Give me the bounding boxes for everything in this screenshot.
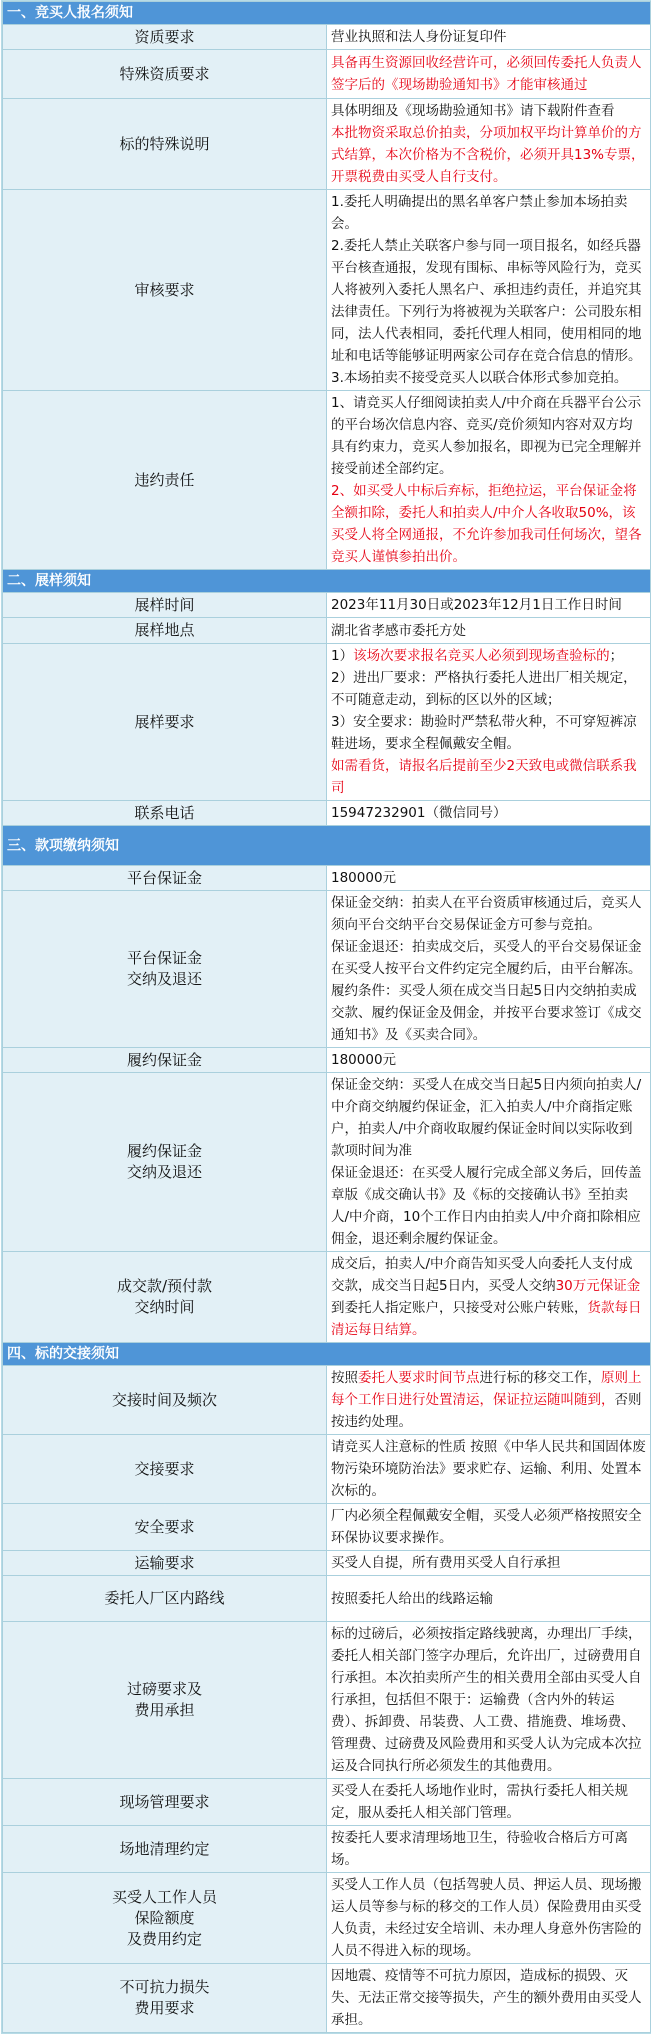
row-line: 1、请竞买人仔细阅读拍卖人/中介商在兵器平台公示的平台场次信息内容、竞买/竞价须知内容对双方均具有约束力，竞买人参加报名，即视为已完全理解并接受前述全部约定。 xyxy=(331,395,642,477)
row-label-line: 履约保证金 xyxy=(126,1142,202,1160)
row-text-highlight: 委托人要求时间节点 xyxy=(358,1370,480,1386)
row-label-line: 费用要求 xyxy=(134,1999,195,2017)
row-line: 2.委托人禁止关联客户参与同一项目报名，如经兵器平台核查通报，发现有围标、串标等风险行为，竞买人将被列入委托人黑名户、承担违约责任，并追究其法律责任。下列行为将被视为关联客户：公司股东相同，法人代表相同，委托代理人相同，使用相同的地址和电话等能够证明两家公司存在竞合信息的情形。 xyxy=(331,238,642,364)
row-value xyxy=(327,1073,651,1252)
row-label-line: 保险额度 xyxy=(134,1908,195,1927)
row-label: 资质要求 xyxy=(3,25,327,50)
row-label xyxy=(3,1252,327,1343)
row-label: 特殊资质要求 xyxy=(3,50,327,99)
table-row xyxy=(3,50,651,99)
row-line: 具体明细及《现场勘验通知书》请下载附件查看 xyxy=(331,103,615,119)
row-label-line: 交纳及退还 xyxy=(126,970,202,988)
row-label: 安全要求 xyxy=(3,1504,327,1551)
row-value xyxy=(327,391,651,570)
row-line: 如需看货，请报名后提前至少2天致电或微信联系我司 xyxy=(331,758,637,796)
row-value: 买受人在委托人场地作业时，需执行委托人相关规定，服从委托人相关部门管理。 xyxy=(327,1779,651,1826)
row-value xyxy=(327,891,651,1048)
auction-notice-document xyxy=(1,0,651,2034)
table-row xyxy=(3,618,651,644)
row-value xyxy=(327,644,651,801)
row-text-highlight: 原则上每个工作日进行处置清运，保证拉运随叫随到， xyxy=(331,1370,642,1408)
row-line: 保证金退还：在买受人履行完成全部义务后，回传盖章版《成交确认书》及《标的交接确认书》至拍卖人/中介商，10个工作日内由拍卖人/中介商扣除相应佣金，退还剩余履约保证金。 xyxy=(331,1165,642,1247)
table-row xyxy=(3,1826,651,1873)
row-label: 场地清理约定 xyxy=(3,1826,327,1873)
row-label xyxy=(3,1622,327,1779)
table-row xyxy=(3,1435,651,1504)
row-line xyxy=(331,645,646,667)
row-value: 2023年11月30日或2023年12月1日工作日时间 xyxy=(327,593,651,618)
section-title: 三、款项缴纳须知 xyxy=(3,826,651,866)
row-label-line: 交纳及退还 xyxy=(126,1163,202,1181)
row-label: 履约保证金 xyxy=(3,1048,327,1073)
row-text: 到委托人指定账户，只接受对公账户转账， xyxy=(331,1300,588,1316)
row-value: 180000元 xyxy=(327,1048,651,1073)
row-label-line: 成交款/预付款 xyxy=(116,1277,213,1295)
row-text-highlight: 货款每日清运每日结算。 xyxy=(331,1300,642,1338)
row-value: 请竞买人注意标的性质 按照《中华人民共和国固体废物污染环境防治法》要求贮存、运输、利用、处置本次标的。 xyxy=(327,1435,651,1504)
section-title: 二、展样须知 xyxy=(3,570,651,593)
table-row xyxy=(3,1048,651,1073)
row-label: 委托人厂区内路线 xyxy=(3,1576,327,1622)
row-label: 展样地点 xyxy=(3,618,327,644)
row-value: 营业执照和法人身份证复印件 xyxy=(327,25,651,50)
row-line: 3）安全要求：勘验时严禁私带火种，不可穿短裤凉鞋进场，要求全程佩戴安全帽。 xyxy=(331,714,637,752)
row-text-highlight: 该场次要求报名竞买人必须到现场查验标的 xyxy=(353,648,610,664)
table-row xyxy=(3,866,651,891)
section-header-3 xyxy=(3,826,651,866)
row-text: 否则按违约处理。 xyxy=(331,1392,642,1430)
notice-table xyxy=(2,1,651,2033)
table-row xyxy=(3,190,651,391)
row-value: 按照委托人给出的线路运输 xyxy=(327,1576,651,1622)
table-row xyxy=(3,1551,651,1576)
row-line: 3.本场拍卖不接受竞买人以联合体形式参加竞拍。 xyxy=(331,370,628,386)
row-label: 违约责任 xyxy=(3,391,327,570)
row-label: 平台保证金 xyxy=(3,866,327,891)
row-text: ； xyxy=(609,648,624,664)
section-title: 四、标的交接须知 xyxy=(3,1343,651,1366)
row-value: 厂内必须全程佩戴安全帽，买受人必须严格按照安全环保协议要求操作。 xyxy=(327,1504,651,1551)
table-row xyxy=(3,25,651,50)
row-text: 按照 xyxy=(331,1370,358,1386)
row-line: 2）进出厂要求：严格执行委托人进出厂相关规定，不可随意走动，到标的区以外的区域； xyxy=(331,670,637,708)
row-line xyxy=(331,1367,646,1433)
row-label: 现场管理要求 xyxy=(3,1779,327,1826)
row-line: 履约条件：买受人须在成交当日起5日内交纳拍卖成交款、履约保证金及佣金，并按平台要求签订《成交通知书》及《买卖合同》。 xyxy=(331,983,642,1043)
row-label xyxy=(3,1873,327,1964)
row-label: 交接要求 xyxy=(3,1435,327,1504)
row-label xyxy=(3,1073,327,1252)
row-label-line: 及费用约定 xyxy=(126,1929,202,1948)
section-header-4 xyxy=(3,1343,651,1366)
row-value: 买受人自提，所有费用买受人自行承担 xyxy=(327,1551,651,1576)
row-label-line: 平台保证金 xyxy=(126,949,202,967)
table-row xyxy=(3,1779,651,1826)
row-label: 运输要求 xyxy=(3,1551,327,1576)
row-value xyxy=(327,1252,651,1343)
row-value: 180000元 xyxy=(327,866,651,891)
row-value: 湖北省孝感市委托方处 xyxy=(327,618,651,644)
table-row xyxy=(3,1622,651,1779)
row-line: 本批物资采取总价拍卖，分项加权平均计算单价的方式结算，本次价格为不含税价，必须开具13%专票，开票税费由买受人自行支付。 xyxy=(331,125,645,185)
row-label: 审核要求 xyxy=(3,190,327,391)
table-row xyxy=(3,1252,651,1343)
table-row xyxy=(3,891,651,1048)
row-label-line: 过磅要求及 xyxy=(126,1680,202,1698)
row-label: 展样要求 xyxy=(3,644,327,801)
row-value: 按委托人要求清理场地卫生，待验收合格后方可离场。 xyxy=(327,1826,651,1873)
row-value: 具备再生资源回收经营许可，必须回传委托人负责人签字后的《现场勘验通知书》才能审核通过 xyxy=(327,50,651,99)
row-line xyxy=(331,1253,646,1341)
row-value xyxy=(327,99,651,190)
row-value: 标的过磅后，必须按指定路线驶离，办理出厂手续，委托人相关部门签字办理后，允许出厂，过磅费用自行承担。本次拍卖所产生的相关费用全部由买受人自行承担，包括但不限于：运输费（含内外的转运费）、拆卸费、吊装费、人工费、措施费、堆场费、管理费、过磅费及风险费用和买受人认为完成本次拉运及合同执行所必须发生的其他费用。 xyxy=(327,1622,651,1779)
row-label: 展样时间 xyxy=(3,593,327,618)
row-value: 15947232901（微信同号） xyxy=(327,801,651,826)
row-label-line: 买受人工作人员 xyxy=(111,1887,217,1906)
row-label: 标的特殊说明 xyxy=(3,99,327,190)
row-value: 买受人工作人员（包括驾驶人员、押运人员、现场搬运人员等参与标的移交的工作人员）保险费用由买受人负责，未经过安全培训、未办理人身意外伤害险的人员不得进入标的现场。 xyxy=(327,1873,651,1964)
table-row xyxy=(3,644,651,801)
row-label xyxy=(3,1964,327,2033)
row-value: 因地震、疫情等不可抗力原因，造成标的损毁、灭失、无法正常交接等损失，产生的额外费用由买受人承担。 xyxy=(327,1964,651,2033)
table-row xyxy=(3,1366,651,1435)
row-line: 保证金交纳：拍卖人在平台资质审核通过后，竞买人须向平台交纳平台交易保证金方可参与竞拍。 xyxy=(331,895,642,933)
row-label-line: 费用承担 xyxy=(134,1701,195,1719)
section-header-1 xyxy=(3,2,651,25)
section-title: 一、竞买人报名须知 xyxy=(3,2,651,25)
row-line: 保证金退还：拍卖成交后，买受人的平台交易保证金在买受人按平台文件约定完全履约后，由平台解冻。 xyxy=(331,939,642,977)
table-row xyxy=(3,391,651,570)
row-label: 联系电话 xyxy=(3,801,327,826)
row-line: 1.委托人明确提出的黑名单客户禁止参加本场拍卖会。 xyxy=(331,194,628,232)
row-text: 成交后，拍卖人/中介商告知买受人向委托人支付成交款，成交当日起5日内，买受人交纳 xyxy=(331,1256,633,1294)
table-row xyxy=(3,1873,651,1964)
row-value xyxy=(327,190,651,391)
table-row xyxy=(3,1964,651,2033)
table-row xyxy=(3,1576,651,1622)
row-label-line: 交纳时间 xyxy=(134,1298,195,1316)
table-row xyxy=(3,99,651,190)
row-value xyxy=(327,1366,651,1435)
row-label xyxy=(3,891,327,1048)
section-header-2 xyxy=(3,570,651,593)
row-text: 进行标的移交工作， xyxy=(479,1370,601,1386)
row-label: 交接时间及频次 xyxy=(3,1366,327,1435)
table-row xyxy=(3,593,651,618)
table-row xyxy=(3,1504,651,1551)
row-line: 2、如买受人中标后弃标，拒绝拉运，平台保证金将全额扣除，委托人和拍卖人/中介人各收取50%，该买受人将全网通报，不允许参加我司任何场次，望各竞买人谨慎参拍出价。 xyxy=(331,483,642,565)
row-label-line: 不可抗力损失 xyxy=(119,1978,210,1996)
row-text-highlight: 30万元保证金 xyxy=(555,1278,641,1294)
table-row xyxy=(3,1073,651,1252)
row-line: 保证金交纳：买受人在成交当日起5日内须向拍卖人/中介商交纳履约保证金，汇入拍卖人/中介商指定账户，拍卖人/中介商收取履约保证金时间以实际收到款项时间为准 xyxy=(331,1077,642,1159)
table-row xyxy=(3,801,651,826)
row-text: 1） xyxy=(331,648,354,664)
